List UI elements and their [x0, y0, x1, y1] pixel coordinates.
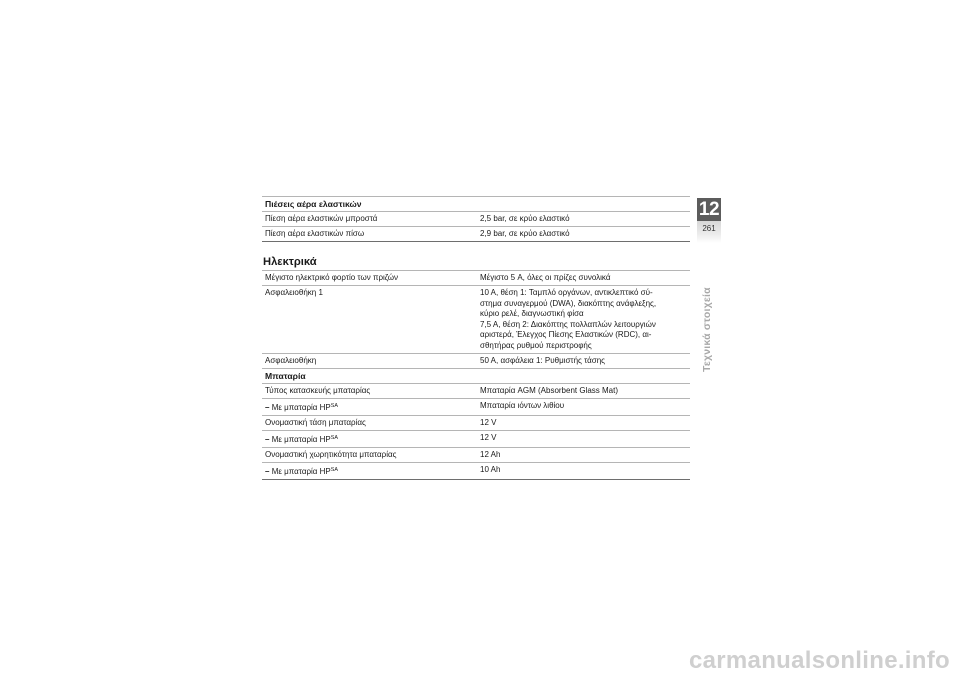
max-load-value: Μέγιστο 5 A, όλες οι πρίζες συνολικά	[480, 273, 611, 282]
fuse-line: σθητήρας ρυθμού περιστροφής	[480, 340, 592, 350]
nominal-capacity-value: 12 Ah	[480, 449, 501, 459]
fuse-box-value: 50 A, ασφάλεια 1: Ρυθμιστής τάσης	[480, 355, 606, 365]
table-row	[262, 431, 690, 448]
fuse-line: κύριο ρελέ, διαγνωστική φίσα	[480, 309, 584, 318]
nominal-voltage-value: 12 V	[480, 417, 497, 427]
dash: –	[265, 434, 270, 444]
table-row	[262, 463, 690, 480]
max-load-label: Μέγιστο ηλεκτρικό φορτίο των πριζών	[265, 273, 399, 282]
table-row	[262, 384, 690, 399]
electrical-table	[262, 270, 690, 480]
dash: –	[265, 402, 270, 412]
table-row	[262, 286, 690, 354]
hp-battery-text: Με μπαταρία HP	[271, 466, 331, 476]
nominal-capacity-label: Ονομαστική χωρητικότητα μπαταρίας	[265, 449, 397, 459]
dash: –	[265, 466, 270, 476]
hp-capacity-label	[262, 463, 476, 479]
electrical-heading: Ηλεκτρικά	[263, 256, 317, 268]
sa-superscript: SA	[330, 434, 338, 441]
sa-superscript: SA	[330, 466, 338, 473]
fuse-box-1-value	[476, 286, 690, 353]
chapter-title: Τεχνικά στοιχεία	[701, 287, 713, 372]
fuse-line: στημα συναγερμού (DWA), διακόπτης ανάφλεξης,	[480, 298, 657, 308]
hp-capacity-value: 10 Ah	[480, 464, 501, 474]
table-row	[262, 354, 690, 369]
watermark: carmanualsonline.info	[688, 647, 950, 674]
page-content	[262, 196, 690, 480]
hp-battery-text: Με μπαταρία HP	[271, 402, 331, 412]
table-row	[262, 270, 690, 286]
battery-type-value: Μπαταρία AGM (Absorbent Glass Mat)	[480, 385, 619, 395]
tire-pressure-table	[262, 196, 690, 242]
nominal-voltage-label: Ονομαστική τάση μπαταρίας	[265, 417, 366, 427]
tire-pressure-title: Πιέσεις αέρα ελαστικών	[262, 196, 690, 212]
hp-battery-text: Με μπαταρία HP	[271, 434, 331, 444]
table-row	[262, 212, 690, 227]
hp-voltage-value: 12 V	[480, 432, 497, 442]
hp-battery-type-label	[262, 399, 476, 415]
fuse-line: 7,5 A, θέση 2: Διακόπτης πολλαπλών λειτουργιών	[480, 319, 656, 329]
table-row	[262, 416, 690, 431]
hp-voltage-label	[262, 431, 476, 447]
fuse-line: αριστερά, Έλεγχος Πίεσης Ελαστικών (RDC), αι-	[480, 330, 652, 339]
fuse-box-1-label: Ασφαλειοθήκη 1	[265, 288, 323, 297]
battery-title: Μπαταρία	[262, 369, 690, 384]
fuse-line: 10 A, θέση 1: Ταμπλό οργάνων, αντικλεπτικό σύ-	[480, 288, 653, 297]
table-row	[262, 227, 690, 242]
sa-superscript: SA	[330, 402, 338, 409]
page-number: 261	[697, 221, 721, 243]
fuse-box-label: Ασφαλειοθήκη	[265, 355, 317, 365]
front-pressure-value: 2,5 bar, σε κρύο ελαστικό	[480, 214, 570, 223]
hp-battery-type-value: Μπαταρία ιόντων λιθίου	[480, 400, 565, 410]
rear-pressure-label: Πίεση αέρα ελαστικών πίσω	[265, 229, 365, 238]
table-row	[262, 399, 690, 416]
battery-type-label: Τύπος κατασκευής μπαταρίας	[265, 385, 371, 395]
front-pressure-label: Πίεση αέρα ελαστικών μπροστά	[265, 214, 378, 223]
rear-pressure-value: 2,9 bar, σε κρύο ελαστικό	[480, 229, 570, 238]
table-row	[262, 448, 690, 463]
chapter-number: 12	[698, 198, 720, 220]
